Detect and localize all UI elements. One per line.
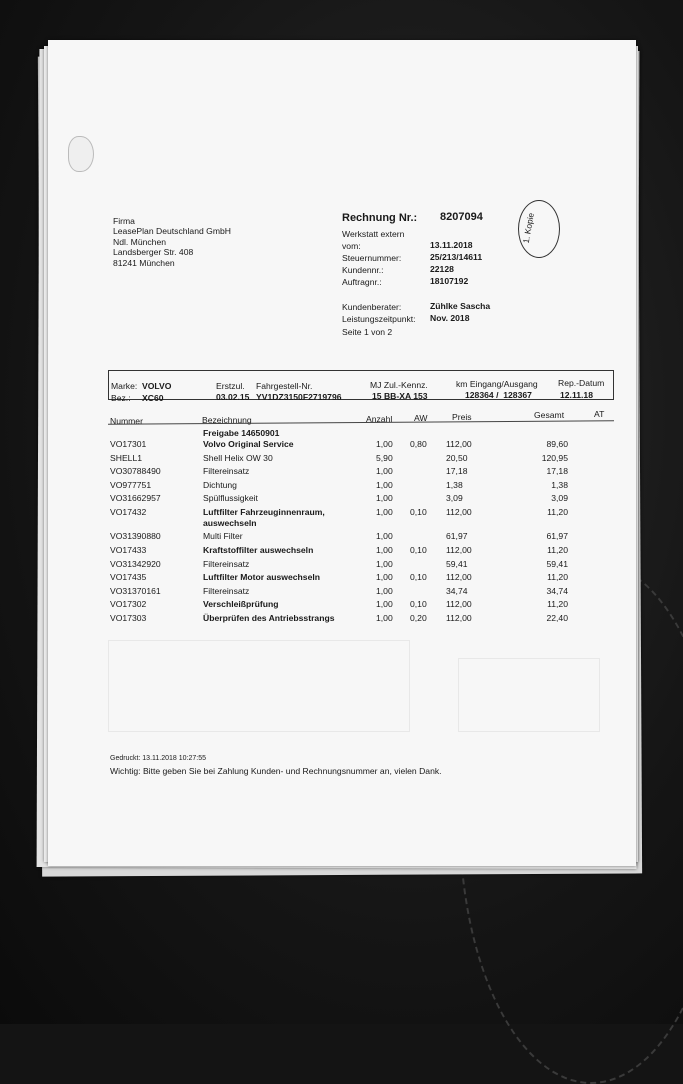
item-total: 89,60 (546, 439, 568, 449)
item-price: 3,09 (446, 493, 463, 504)
header-bezeichnung: Bezeichnung (202, 415, 252, 425)
company-branch: Ndl. München (113, 237, 167, 247)
km-label: km Eingang/Ausgang (456, 379, 538, 389)
item-total: 34,74 (546, 585, 568, 596)
item-total: 22,40 (546, 612, 568, 623)
company-street: Landsberger Str. 408 (113, 247, 194, 257)
item-aw: 0,10 (410, 572, 427, 583)
item-number: VO17433 (110, 545, 147, 556)
customer-number: 22128 (430, 264, 454, 274)
item-description: Filtereinsatz (203, 466, 250, 477)
item-total: 59,41 (546, 558, 568, 569)
period-label: Leistungszeitpunkt: (342, 314, 416, 324)
item-price: 112,00 (446, 506, 472, 517)
plate-label: MJ Zul.-Kennz. (370, 380, 428, 390)
item-number: VO31370161 (110, 585, 161, 596)
item-description: Filtereinsatz (203, 585, 250, 596)
advisor-label: Kundenberater: (342, 302, 402, 312)
order-label: Auftragnr.: (342, 277, 382, 287)
item-aw: 0,20 (410, 612, 427, 623)
item-price: 112,00 (446, 439, 472, 449)
item-description: Dichtung (203, 479, 237, 490)
advisor-name: Zühlke Sascha (430, 301, 491, 311)
invoice-number: 8207094 (440, 211, 483, 223)
company-city: 81241 München (113, 258, 175, 268)
invoice-page (48, 40, 636, 866)
item-quantity: 1,00 (376, 479, 393, 490)
customer-label: Kundennr.: (342, 265, 384, 275)
license-plate: 15 BB-XA 153 (372, 391, 428, 401)
item-aw: 0,10 (410, 506, 427, 517)
page-indicator: Seite 1 von 2 (342, 327, 393, 337)
item-total: 120,95 (541, 452, 568, 463)
item-description-continued: auswechseln (203, 517, 257, 528)
item-quantity: 5,90 (376, 452, 393, 463)
model-label: Bez.: (111, 393, 131, 403)
copy-stamp (518, 200, 560, 258)
workshop: Werkstatt extern (342, 229, 405, 239)
item-quantity: 1,00 (376, 531, 393, 542)
printed-timestamp: Gedruckt: 13.11.2018 10:27:55 (110, 755, 206, 762)
item-price: 17,18 (446, 466, 468, 477)
item-description: Volvo Original Service (203, 439, 294, 449)
item-quantity: 1,00 (376, 439, 393, 449)
item-description: Filtereinsatz (203, 558, 250, 569)
item-aw: 0,10 (410, 599, 427, 610)
invoice-date: 13.11.2018 (430, 240, 473, 250)
item-price: 59,41 (446, 558, 468, 569)
item-aw: 0,10 (410, 545, 427, 556)
item-number: VO31662957 (110, 493, 161, 504)
bleed-through (458, 658, 600, 732)
vehicle-info-box (108, 370, 614, 400)
item-quantity: 1,00 (376, 558, 393, 569)
item-number: VO31390880 (110, 531, 161, 542)
header-anzahl: Anzahl (366, 414, 393, 424)
item-quantity: 1,00 (376, 506, 393, 517)
item-quantity: 1,00 (376, 572, 393, 583)
item-price: 61,97 (446, 531, 468, 542)
header-preis: Preis (452, 412, 472, 422)
item-price: 112,00 (446, 612, 472, 623)
item-description: Luftfilter Fahrzeuginnenraum, (203, 506, 325, 517)
item-price: 34,74 (446, 585, 468, 596)
item-total: 1,38 (551, 479, 568, 490)
payment-note: Wichtig: Bitte geben Sie bei Zahlung Kunden- und Rechnungsnummer an, vielen Dank. (110, 766, 442, 776)
header-at: AT (594, 409, 605, 419)
item-number: VO17432 (110, 506, 147, 517)
item-description: Shell Helix OW 30 (203, 452, 273, 463)
item-description: Spülflussigkeit (203, 493, 258, 504)
item-number: VO977751 (110, 479, 152, 490)
vin-label: Fahrgestell-Nr. (256, 381, 313, 391)
item-number: VO30788490 (110, 466, 161, 477)
bleed-through (108, 640, 410, 732)
item-total: 3,09 (551, 493, 568, 504)
item-price: 20,50 (446, 452, 468, 463)
item-description: Verschleißprüfung (203, 599, 279, 610)
order-number: 18107192 (430, 276, 469, 286)
item-quantity: 1,00 (376, 612, 393, 623)
item-total: 11,20 (547, 506, 568, 517)
vehicle-vin: YV1DZ3150F2719796 (256, 392, 342, 402)
item-total: 11,20 (547, 599, 568, 610)
item-number: SHELL1 (110, 452, 143, 463)
item-description: Luftfilter Motor auswechseln (203, 572, 320, 583)
item-number: VO17435 (110, 572, 147, 583)
tax-number: 25/213/14611 (430, 252, 483, 262)
copy-stamp-text: 1. Kopie (520, 211, 536, 245)
item-quantity: 1,00 (376, 545, 393, 556)
item-quantity: 1,00 (376, 466, 393, 477)
first-registration: 03.02.15 (216, 392, 250, 402)
item-quantity: 1,00 (376, 599, 393, 610)
reg-label: Erstzul. (216, 381, 245, 391)
vehicle-make: VOLVO (142, 381, 172, 391)
item-price: 1,38 (446, 479, 463, 490)
repair-date-label: Rep.-Datum (558, 378, 605, 388)
repair-date: 12.11.18 (560, 390, 593, 400)
date-label: vom: (342, 241, 361, 251)
item-total: 17,18 (546, 466, 568, 477)
item-quantity: 1,00 (376, 493, 393, 504)
item-quantity: 1,00 (376, 585, 393, 596)
invoice-title: Rechnung Nr.: (342, 212, 418, 224)
header-nummer: Nummer (110, 416, 143, 426)
item-total: 11,20 (547, 572, 568, 583)
item-number: VO17301 (110, 439, 147, 449)
staple-hole (68, 136, 94, 172)
item-price: 112,00 (446, 572, 472, 583)
item-price: 112,00 (446, 545, 472, 556)
item-number: VO17302 (110, 599, 147, 610)
company-name: LeasePlan Deutschland GmbH (113, 226, 231, 236)
service-period: Nov. 2018 (430, 313, 470, 323)
release-number: Freigabe 14650901 (203, 428, 280, 438)
company-label: Firma (113, 216, 135, 226)
item-price: 112,00 (446, 599, 472, 610)
item-total: 61,97 (546, 531, 568, 542)
item-aw: 0,80 (410, 439, 427, 449)
item-description: Kraftstoffilter auswechseln (203, 545, 314, 556)
tax-label: Steuernummer: (342, 253, 402, 263)
header-gesamt: Gesamt (534, 410, 565, 420)
item-description: Multi Filter (203, 531, 243, 542)
item-number: VO31342920 (110, 558, 161, 569)
header-aw: AW (414, 413, 428, 423)
make-label: Marke: (111, 381, 138, 391)
vehicle-model: XC60 (142, 393, 164, 403)
item-number: VO17303 (110, 612, 147, 623)
header-rule (108, 420, 614, 425)
item-description: Überprüfen des Antriebsstrangs (203, 612, 335, 623)
km-values: 128364 / 128367 (465, 390, 532, 400)
item-total: 11,20 (547, 545, 568, 556)
